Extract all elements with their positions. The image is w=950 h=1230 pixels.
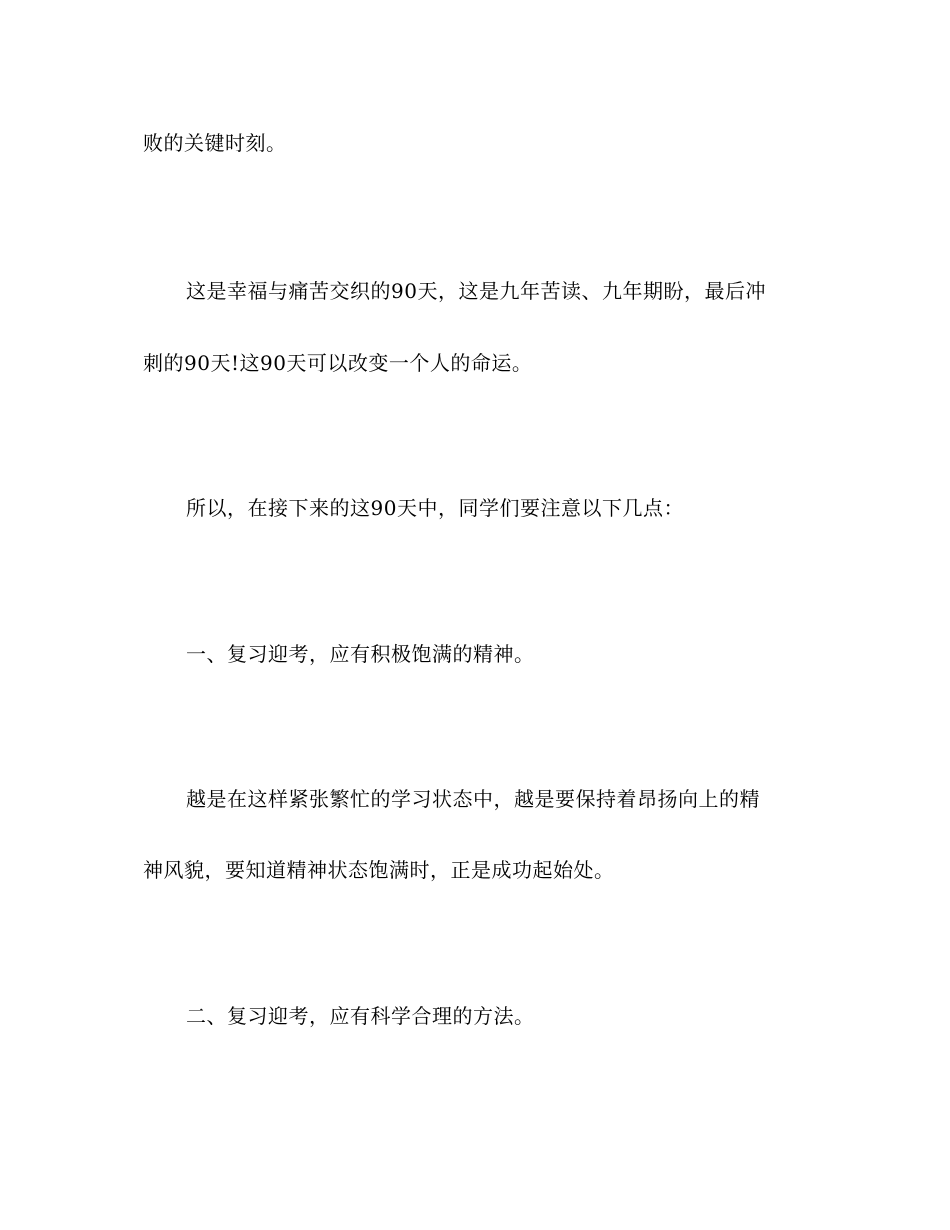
heading-point-two: 二、复习迎考，应有科学合理的方法。 <box>186 1004 535 1028</box>
paragraph-spirit-line-2: 神风貌，要知道精神状态饱满时，正是成功起始处。 <box>143 858 615 882</box>
heading-point-one: 一、复习迎考，应有积极饱满的精神。 <box>186 642 535 666</box>
paragraph-intro-points: 所以，在接下来的这90天中，同学们要注意以下几点： <box>186 496 684 520</box>
paragraph-90-days-line-2: 刺的90天!这90天可以改变一个人的命运。 <box>143 351 533 375</box>
paragraph-spirit-line-1: 越是在这样紧张繁忙的学习状态中，越是要保持着昂扬向上的精 <box>186 787 760 811</box>
paragraph-90-days-line-1: 这是幸福与痛苦交织的90天，这是九年苦读、九年期盼，最后冲 <box>186 279 766 303</box>
paragraph-continuation-line: 败的关键时刻。 <box>143 131 287 155</box>
